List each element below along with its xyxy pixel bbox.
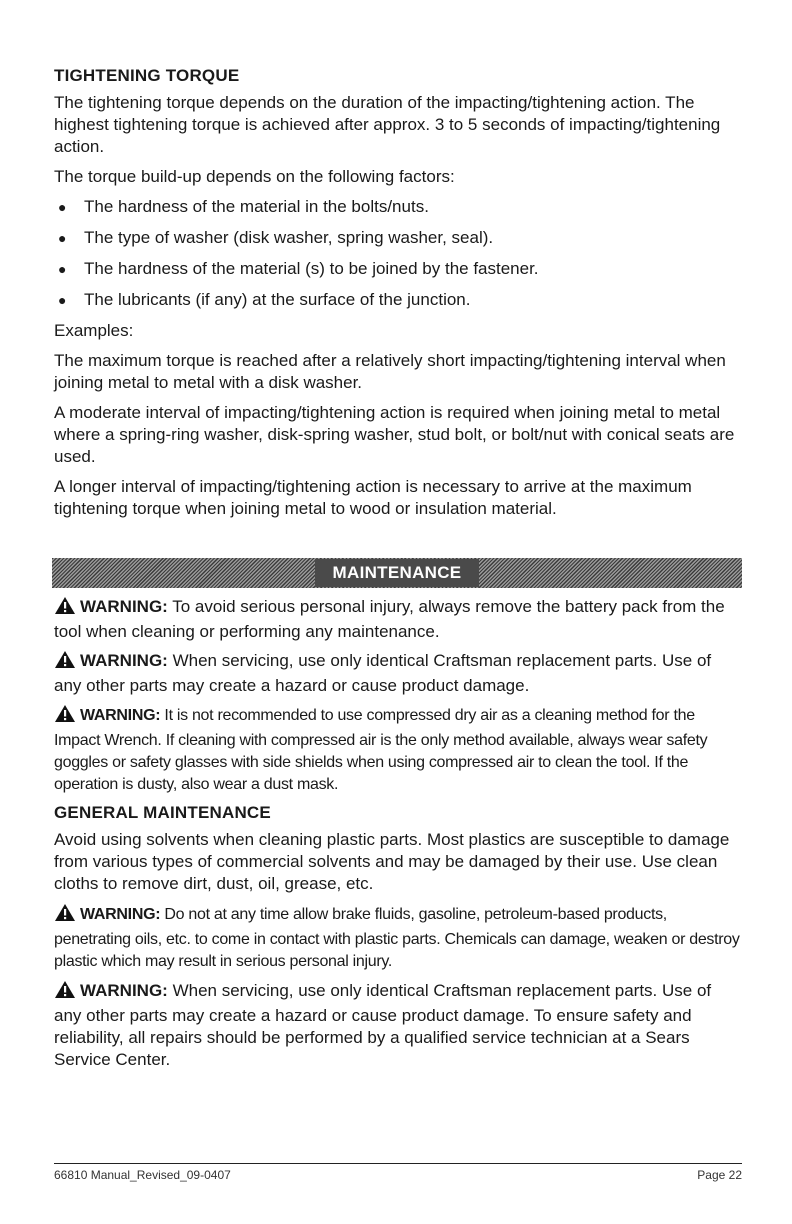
footer-divider — [54, 1163, 742, 1164]
warning-triangle-icon — [54, 596, 76, 621]
bullet-icon: ● — [58, 292, 67, 308]
example-paragraph-1: The maximum torque is reached after a relatively short impacting/tightening interval when joining metal to metal with a disk washer. — [54, 351, 726, 392]
footer-page-number: Page 22 — [697, 1168, 742, 1182]
torque-intro-paragraph: The tightening torque depends on the duration of the impacting/tightening action. The highest tightening torque is achieved after approx. 3 to 5 seconds of impacting/tightening action. — [54, 93, 721, 156]
warning-text: It is not recommended to use compressed dry air as a cleaning method for the Impact Wrench. If cleaning with compressed air is the only method available, always wear safety goggles or safety glasses with side shields when using compressed air to clean the tool. If the operation is dusty, also wear a dust mask. — [54, 707, 708, 793]
list-item: ● The hardness of the material (s) to be joined by the fastener. — [58, 259, 539, 278]
warning-triangle-icon — [54, 903, 76, 929]
footer-manual-id: 66810 Manual_Revised_09-0407 — [54, 1168, 231, 1182]
warning-text: To avoid serious personal injury, always remove the battery pack from the tool when cleaning or performing any maintenance. — [54, 597, 725, 641]
bullet-icon: ● — [58, 261, 67, 277]
warning-text: Do not at any time allow brake fluids, gasoline, petroleum-based products, penetrating oils, etc. to come in contact with plastic parts. Chemicals can damage, weaken or destroy plastic which may result in serious personal injury. — [54, 906, 740, 970]
warning-triangle-icon — [54, 704, 76, 730]
bullet-icon: ● — [58, 199, 67, 215]
general-maintenance-heading: GENERAL MAINTENANCE — [54, 803, 271, 822]
warning-triangle-icon — [54, 650, 76, 675]
warning-label: WARNING: — [80, 651, 168, 670]
torque-factors-list — [54, 196, 742, 311]
warning-service-center — [54, 980, 742, 1071]
warning-label: WARNING: — [80, 597, 168, 616]
warning-label: WARNING: — [80, 981, 168, 1000]
warning-label: WARNING: — [80, 707, 161, 724]
torque-factors-intro: The torque build-up depends on the following factors: — [54, 167, 455, 186]
warning-text: When servicing, use only identical Craftsman replacement parts. Use of any other parts may create a hazard or cause product damage. To ensure safety and reliability, all repairs should be performed by a qualified service technician at a Sears Service Center. — [54, 981, 712, 1069]
tightening-torque-heading: TIGHTENING TORQUE — [54, 66, 240, 85]
list-item: ● The hardness of the material in the bolts/nuts. — [58, 197, 429, 216]
warning-replacement-parts — [54, 650, 742, 697]
warning-brake-fluids — [54, 903, 742, 973]
example-paragraph-3: A longer interval of impacting/tightening action is necessary to arrive at the maximum tightening torque when joining metal to wood or insulation material. — [54, 477, 692, 518]
general-maintenance-paragraph: Avoid using solvents when cleaning plastic parts. Most plastics are susceptible to damage from various types of commercial solvents and may be damaged by their use. Use clean cloths to remove dirt, dust, oil, grease, etc. — [54, 830, 730, 893]
bullet-icon: ● — [58, 230, 67, 246]
list-item: ● The type of washer (disk washer, spring washer, seal). — [58, 228, 494, 247]
warning-text: When servicing, use only identical Craftsman replacement parts. Use of any other parts may create a hazard or cause product damage. — [54, 651, 712, 695]
example-paragraph-2: A moderate interval of impacting/tightening action is required when joining metal to metal where a spring-ring washer, disk-spring washer, stud bolt, or bolt/nut with conical seats are used. — [54, 403, 735, 466]
warning-compressed-air — [54, 704, 742, 796]
list-item: ● The lubricants (if any) at the surface of the junction. — [58, 290, 471, 309]
maintenance-banner — [52, 558, 742, 588]
warning-label: WARNING: — [80, 906, 161, 923]
page-content — [54, 66, 742, 1078]
warning-triangle-icon — [54, 980, 76, 1005]
warning-battery — [54, 596, 742, 643]
examples-label: Examples: — [54, 321, 134, 340]
maintenance-banner-title: MAINTENANCE — [315, 559, 480, 587]
